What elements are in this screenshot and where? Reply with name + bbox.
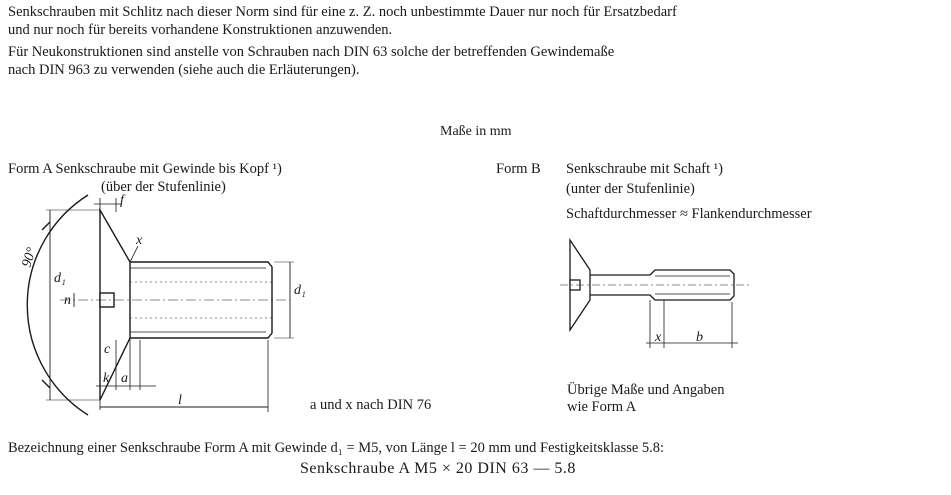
form-a-subtitle: (über der Stufenlinie) — [101, 179, 226, 195]
intro-line-2: und nur noch für bereits vorhandene Konstruktionen anzuwenden. — [8, 22, 393, 38]
intro-line-3: Für Neukonstruktionen sind anstelle von Schrauben nach DIN 63 solche der betreffenden Gewindemaße — [8, 44, 615, 60]
form-b-rest-1: Übrige Maße und Angaben — [567, 382, 725, 398]
label-b-x: x — [655, 330, 662, 345]
form-b-subtitle-2: Schaftdurchmesser ≈ Flankendurchmesser — [566, 206, 812, 222]
intro-line-1: Senkschrauben mit Schlitz nach dieser Norm sind für eine z. Z. noch unbestimmte Dauer nur noch für Ersatzbedarf — [8, 4, 677, 20]
label-a: a — [121, 371, 128, 386]
label-angle: 90° — [20, 245, 40, 270]
designation-text: Bezeichnung einer Senkschraube Form A mit Gewinde d₁ = M5, von Länge l = 20 mm und Festigkeitsklasse 5.8: — [8, 440, 665, 456]
form-b-title: Senkschraube mit Schaft ¹) — [566, 161, 723, 177]
form-b-rest-2: wie Form A — [567, 399, 637, 415]
label-d1-right: d₁ — [294, 283, 306, 298]
form-b-head: Form B — [496, 161, 541, 177]
label-x: x — [136, 233, 143, 248]
designation-example: Senkschraube A M5 × 20 DIN 63 — 5.8 — [300, 460, 576, 477]
label-k: k — [103, 371, 110, 386]
form-b-subtitle-1: (unter der Stufenlinie) — [566, 181, 695, 197]
label-n: n — [64, 293, 71, 308]
form-a-note: a und x nach DIN 76 — [310, 397, 432, 413]
form-b-drawing — [560, 230, 780, 350]
label-d1-left: d₁ — [54, 271, 66, 286]
form-a-drawing — [20, 190, 320, 420]
units-label: Maße in mm — [440, 124, 512, 139]
label-l: l — [178, 393, 182, 408]
label-c: c — [104, 342, 111, 357]
form-a-title: Form A Senkschraube mit Gewinde bis Kopf ¹) — [8, 161, 282, 177]
angle-arc — [27, 195, 88, 415]
label-f: f — [120, 193, 124, 208]
intro-line-4: nach DIN 963 zu verwenden (siehe auch die Erläuterungen). — [8, 62, 360, 78]
label-b-b: b — [696, 330, 703, 345]
